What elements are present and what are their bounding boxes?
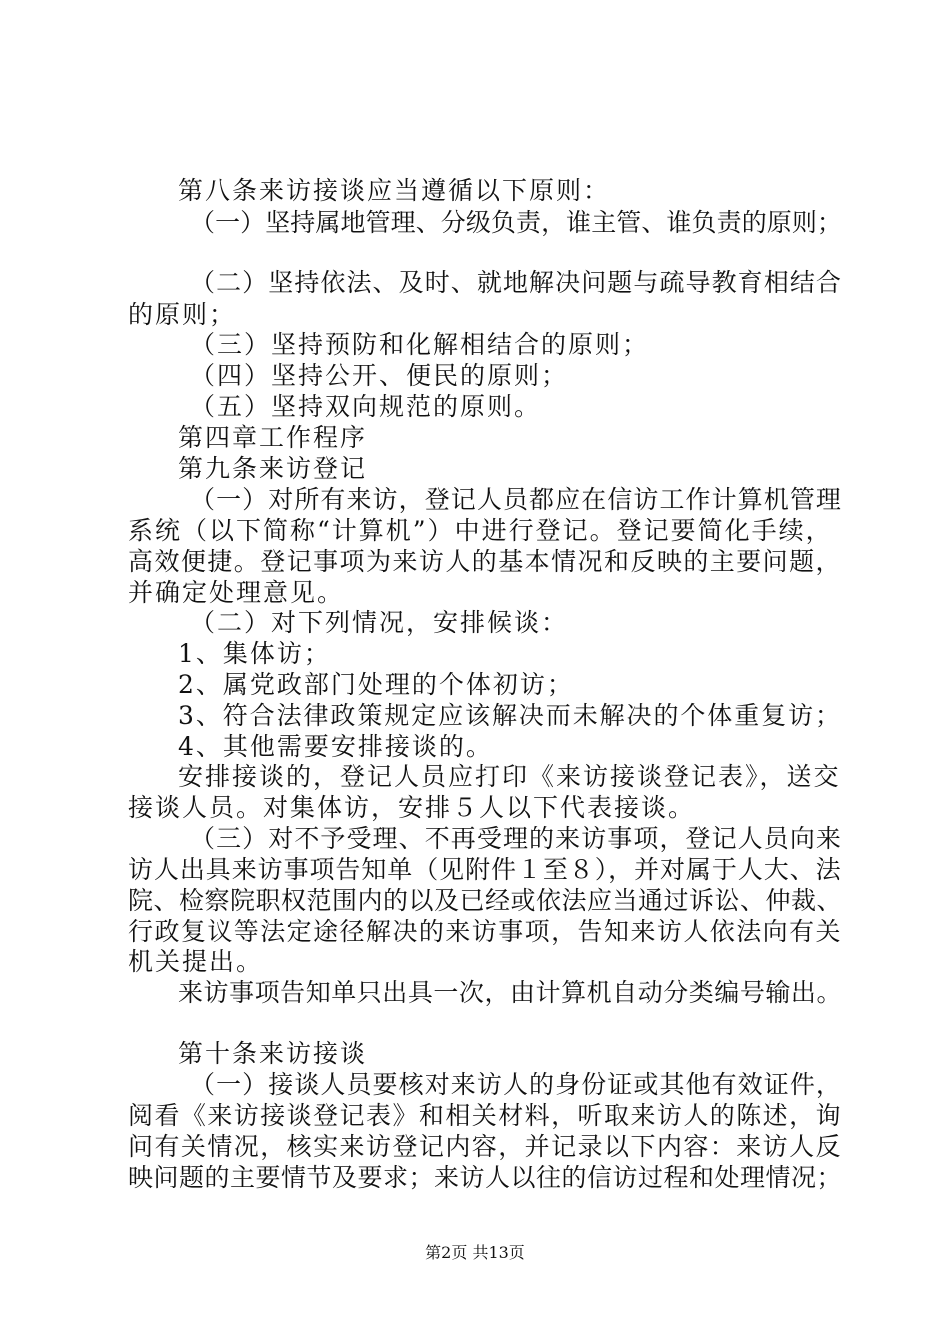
- text-line: （三）坚持预防和化解相结合的原则；: [190, 330, 650, 359]
- text-line: 接谈人员。对集体访，安排５人以下代表接谈。: [128, 793, 696, 822]
- text-line: （三）对不予受理、不再受理的来访事项，登记人员向来: [190, 824, 843, 853]
- article-heading: 第九条来访登记: [178, 454, 368, 483]
- text-line: 来访事项告知单只出具一次，由计算机自动分类编号输出。: [178, 978, 843, 1007]
- text-line: 安排接谈的，登记人员应打印《来访接谈登记表》，送交: [178, 762, 841, 791]
- list-item: 4、其他需要安排接谈的。: [178, 732, 493, 761]
- page-number-footer: 第2页 共13页: [425, 1243, 525, 1262]
- text-line: 问有关情况，核实来访登记内容，并记录以下内容：来访人反: [128, 1132, 843, 1161]
- text-line: 映问题的主要情节及要求；来访人以往的信访过程和处理情况；: [128, 1163, 843, 1192]
- text-line: 行政复议等法定途径解决的来访事项，告知来访人依法向有关: [128, 917, 843, 946]
- text-line: 系统（以下简称“计算机”）中进行登记。登记要简化手续，: [128, 516, 833, 545]
- section-heading: 第四章工作程序: [178, 423, 368, 452]
- text-line: 第八条来访接谈应当遵循以下原则：: [178, 176, 611, 205]
- list-item: 3、符合法律政策规定应该解决而未解决的个体重复访；: [178, 701, 842, 730]
- text-line: 访人出具来访事项告知单（见附件１至８），并对属于人大、法: [128, 855, 842, 884]
- text-line: 并确定处理意见。: [128, 578, 345, 607]
- text-line: （一）坚持属地管理、分级负责，谁主管、谁负责的原则；: [190, 208, 843, 237]
- list-item: 1、集体访；: [178, 639, 331, 668]
- list-item: 2、属党政部门处理的个体初访；: [178, 670, 574, 699]
- text-line: （一）接谈人员要核对来访人的身份证或其他有效证件，: [190, 1070, 843, 1099]
- text-line: 的原则；: [128, 300, 237, 329]
- text-line: 院、检察院职权范围内的以及已经或依法应当通过诉讼、仲裁、: [128, 886, 843, 915]
- text-line: 高效便捷。登记事项为来访人的基本情况和反映的主要问题，: [128, 547, 843, 576]
- text-line: （一）对所有来访，登记人员都应在信访工作计算机管理: [190, 485, 843, 514]
- text-line: 机关提出。: [128, 947, 264, 976]
- text-line: 阅看《来访接谈登记表》和相关材料，听取来访人的陈述，询: [128, 1101, 843, 1130]
- text-line: （二）坚持依法、及时、就地解决问题与疏导教育相结合: [190, 268, 843, 297]
- text-line: （四）坚持公开、便民的原则；: [190, 361, 569, 390]
- article-heading: 第十条来访接谈: [178, 1039, 368, 1068]
- text-line: （二）对下列情况，安排候谈：: [190, 608, 569, 637]
- text-line: （五）坚持双向规范的原则。: [190, 392, 542, 421]
